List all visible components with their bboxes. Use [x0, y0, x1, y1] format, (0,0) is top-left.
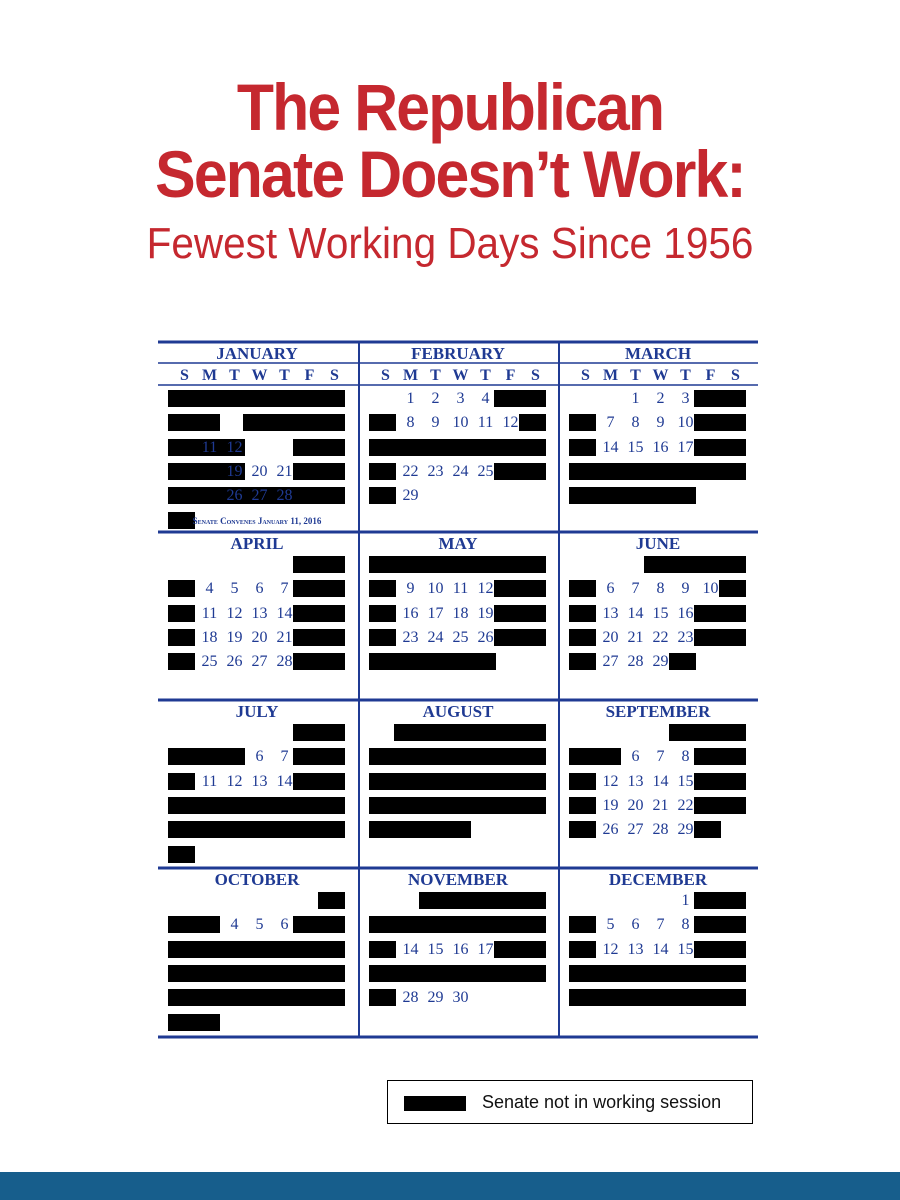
- day-number: 10: [677, 414, 694, 432]
- week-row: [573, 941, 749, 961]
- day-number: 6: [255, 580, 264, 598]
- day-number: 11: [201, 772, 218, 790]
- weekday-header: [573, 367, 749, 385]
- day-number: 1: [406, 390, 415, 407]
- week-row: [573, 605, 749, 625]
- day-number: 3: [456, 390, 465, 407]
- day-number: 16: [402, 604, 419, 622]
- week-row: [373, 965, 549, 985]
- week-row: [172, 797, 348, 817]
- day-number: 14: [652, 772, 669, 790]
- day-number: 16: [652, 438, 669, 456]
- day-number: 12: [477, 580, 494, 598]
- week-row: [172, 892, 348, 912]
- day-number: 11: [201, 604, 218, 622]
- day-number: 7: [280, 580, 289, 598]
- weekday-label: T: [630, 367, 641, 384]
- day-number: 8: [681, 916, 690, 934]
- weekday-label: F: [505, 367, 516, 384]
- month-february: [359, 340, 557, 530]
- day-number: 8: [631, 414, 640, 432]
- week-row: [373, 463, 549, 483]
- day-number: 13: [251, 604, 268, 622]
- week-row: [172, 605, 348, 625]
- week-row: [373, 916, 549, 936]
- day-number: 12: [226, 604, 243, 622]
- week-row: [172, 414, 348, 434]
- weekday-label: T: [229, 367, 240, 384]
- weekday-label: T: [279, 367, 290, 384]
- week-row: [172, 846, 348, 866]
- convene-note: Senate Convenes January 11, 2016: [192, 516, 322, 526]
- week-row: [573, 487, 749, 507]
- month-april: [158, 530, 356, 698]
- week-row: [373, 605, 549, 625]
- week-row: [573, 773, 749, 793]
- week-row: [573, 653, 749, 673]
- weekday-label: S: [531, 367, 540, 384]
- week-row: [573, 916, 749, 936]
- weekday-label: S: [330, 367, 339, 384]
- calendar-2016: [158, 340, 758, 1040]
- day-number: 23: [402, 628, 419, 646]
- day-number: 26: [226, 487, 243, 505]
- day-number: 29: [652, 653, 669, 671]
- day-number: 11: [452, 580, 469, 598]
- day-number: 11: [477, 414, 494, 432]
- week-row: [172, 390, 348, 410]
- day-number: 14: [602, 438, 619, 456]
- day-number: 14: [276, 772, 293, 790]
- weekday-label: F: [705, 367, 716, 384]
- day-number: 19: [226, 628, 243, 646]
- day-number: 30: [452, 989, 469, 1007]
- month-january: [158, 340, 356, 530]
- week-row: [172, 1014, 348, 1034]
- week-row: [373, 892, 549, 912]
- week-row: [172, 724, 348, 744]
- week-row: [373, 773, 549, 793]
- month-name: SEPTEMBER: [605, 702, 711, 721]
- day-number: 13: [251, 772, 268, 790]
- week-row: [172, 821, 348, 841]
- day-number: 6: [631, 748, 640, 766]
- day-number: 3: [681, 390, 690, 407]
- day-number: 14: [276, 604, 293, 622]
- day-number: 15: [677, 772, 694, 790]
- week-row: [373, 556, 549, 576]
- day-number: 15: [627, 438, 644, 456]
- day-number: 13: [627, 772, 644, 790]
- day-number: 27: [602, 653, 619, 671]
- headline-line-1: The Republican: [236, 70, 664, 144]
- day-number: 29: [427, 989, 444, 1007]
- day-number: 12: [226, 772, 243, 790]
- day-number: 19: [602, 796, 619, 814]
- day-number: 27: [627, 821, 644, 839]
- weekday-label: S: [581, 367, 590, 384]
- day-number: 5: [606, 916, 615, 934]
- week-row: [172, 580, 348, 600]
- day-number: 10: [702, 580, 719, 598]
- day-number: 17: [677, 438, 694, 456]
- headline-subtitle: Fewest Working Days Since 1956: [146, 218, 754, 268]
- day-number: 6: [255, 748, 264, 766]
- headline-line-2: Senate Doesn’t Work:: [155, 137, 745, 212]
- week-row: [373, 414, 549, 434]
- weekday-label: W: [452, 367, 469, 384]
- month-name: OCTOBER: [214, 870, 300, 889]
- week-row: [172, 439, 348, 459]
- day-number: 28: [276, 653, 293, 671]
- legend: [387, 1080, 753, 1124]
- day-number: 20: [602, 628, 619, 646]
- week-row: [172, 463, 348, 483]
- day-number: 9: [681, 580, 690, 598]
- week-row: [172, 965, 348, 985]
- day-number: 23: [677, 628, 694, 646]
- day-number: 7: [280, 748, 289, 766]
- day-number: 25: [477, 462, 494, 480]
- month-name: DECEMBER: [608, 870, 708, 889]
- week-row: [172, 916, 348, 936]
- week-row: [172, 941, 348, 961]
- month-june: [559, 530, 757, 698]
- day-number: 18: [201, 628, 218, 646]
- day-number: 9: [406, 580, 415, 598]
- month-may: [359, 530, 557, 698]
- week-row: [373, 724, 549, 744]
- week-row: [573, 797, 749, 817]
- day-number: 27: [251, 653, 268, 671]
- day-number: 29: [402, 487, 419, 505]
- day-number: 19: [477, 604, 494, 622]
- week-row: [573, 414, 749, 434]
- month-name: NOVEMBER: [407, 870, 509, 889]
- day-number: 11: [201, 438, 218, 456]
- day-number: 5: [255, 916, 264, 934]
- weekday-label: F: [304, 367, 315, 384]
- week-row: [373, 629, 549, 649]
- day-number: 13: [627, 940, 644, 958]
- week-row: [172, 989, 348, 1009]
- week-row: [373, 989, 549, 1009]
- month-september: [559, 698, 757, 866]
- weekday-header: [373, 367, 549, 385]
- month-name: MARCH: [624, 344, 692, 363]
- day-number: 24: [452, 462, 469, 480]
- day-number: 4: [230, 916, 239, 934]
- week-row: [573, 463, 749, 483]
- weekday-label: W: [251, 367, 268, 384]
- day-number: 25: [201, 653, 218, 671]
- day-number: 21: [276, 628, 293, 646]
- weekday-header: [172, 367, 348, 385]
- day-number: 1: [631, 390, 640, 407]
- month-december: [559, 866, 757, 1040]
- legend-label: Senate not in working session: [482, 1092, 722, 1112]
- day-number: 20: [251, 628, 268, 646]
- day-number: 7: [631, 580, 640, 598]
- day-number: 8: [656, 580, 665, 598]
- day-number: 20: [251, 462, 268, 480]
- weekday-label: M: [402, 367, 419, 384]
- day-number: 20: [627, 796, 644, 814]
- week-row: [172, 629, 348, 649]
- headline: [0, 70, 900, 272]
- day-number: 7: [656, 916, 665, 934]
- month-name: AUGUST: [422, 702, 494, 721]
- day-number: 4: [205, 580, 214, 598]
- day-number: 21: [627, 628, 644, 646]
- day-number: 18: [452, 604, 469, 622]
- day-number: 23: [427, 462, 444, 480]
- day-number: 17: [477, 940, 494, 958]
- week-row: [573, 965, 749, 985]
- day-number: 10: [452, 414, 469, 432]
- week-row: [573, 439, 749, 459]
- day-number: 6: [280, 916, 289, 934]
- day-number: 12: [602, 940, 619, 958]
- week-row: [373, 821, 549, 841]
- week-row: [172, 748, 348, 768]
- week-row: [172, 653, 348, 673]
- day-number: 14: [402, 940, 419, 958]
- day-number: 9: [431, 414, 440, 432]
- weekday-label: M: [201, 367, 218, 384]
- day-number: 16: [452, 940, 469, 958]
- week-row: [373, 748, 549, 768]
- week-row: [573, 390, 749, 410]
- day-number: 22: [677, 796, 694, 814]
- day-number: 28: [627, 653, 644, 671]
- day-number: 28: [402, 989, 419, 1007]
- week-row: [373, 580, 549, 600]
- day-number: 2: [656, 390, 665, 407]
- day-number: 19: [226, 462, 243, 480]
- week-row: [373, 487, 549, 507]
- day-number: 28: [276, 487, 293, 505]
- week-row: [373, 941, 549, 961]
- week-row: [573, 629, 749, 649]
- day-number: 15: [652, 604, 669, 622]
- week-row: [373, 797, 549, 817]
- month-name: FEBRUARY: [411, 344, 505, 363]
- day-number: 2: [431, 390, 440, 407]
- day-number: 14: [652, 940, 669, 958]
- day-number: 25: [452, 628, 469, 646]
- day-number: 9: [656, 414, 665, 432]
- day-number: 14: [627, 604, 644, 622]
- week-row: [573, 892, 749, 912]
- month-july: [158, 698, 356, 866]
- week-row: [573, 748, 749, 768]
- day-number: 4: [481, 390, 490, 407]
- day-number: 26: [602, 821, 619, 839]
- month-name: JANUARY: [216, 344, 298, 363]
- day-number: 12: [226, 438, 243, 456]
- day-number: 5: [230, 580, 239, 598]
- day-number: 8: [406, 414, 415, 432]
- day-number: 15: [427, 940, 444, 958]
- week-row: [573, 821, 749, 841]
- day-number: 24: [427, 628, 444, 646]
- week-row: [172, 773, 348, 793]
- day-number: 15: [677, 940, 694, 958]
- week-row: [373, 439, 549, 459]
- week-row: [172, 487, 348, 507]
- day-number: 22: [402, 462, 419, 480]
- day-number: 29: [677, 821, 694, 839]
- legend-swatch: [404, 1096, 466, 1111]
- weekday-label: T: [480, 367, 491, 384]
- month-march: [559, 340, 757, 530]
- week-row: [573, 556, 749, 576]
- day-number: 27: [251, 487, 268, 505]
- month-name: APRIL: [230, 534, 284, 553]
- weekday-label: T: [430, 367, 441, 384]
- day-number: 6: [631, 916, 640, 934]
- day-number: 12: [602, 772, 619, 790]
- day-number: 26: [477, 628, 494, 646]
- month-november: [359, 866, 557, 1040]
- day-number: 7: [606, 414, 615, 432]
- day-number: 28: [652, 821, 669, 839]
- weekday-label: W: [652, 367, 669, 384]
- day-number: 8: [681, 748, 690, 766]
- month-name: JUNE: [635, 534, 681, 553]
- day-number: 21: [652, 796, 669, 814]
- month-name: JULY: [235, 702, 279, 721]
- day-number: 26: [226, 653, 243, 671]
- day-number: 17: [427, 604, 444, 622]
- day-number: 21: [276, 462, 293, 480]
- day-number: 13: [602, 604, 619, 622]
- week-row: [573, 724, 749, 744]
- day-number: 22: [652, 628, 669, 646]
- day-number: 6: [606, 580, 615, 598]
- day-number: 1: [681, 892, 690, 909]
- weekday-label: S: [381, 367, 390, 384]
- month-august: [359, 698, 557, 866]
- month-october: [158, 866, 356, 1040]
- weekday-label: S: [180, 367, 189, 384]
- footer-band: [0, 1172, 900, 1200]
- week-row: [373, 653, 549, 673]
- weekday-label: T: [680, 367, 691, 384]
- week-row: [172, 556, 348, 576]
- day-number: 16: [677, 604, 694, 622]
- day-number: 7: [656, 748, 665, 766]
- month-name: MAY: [438, 534, 478, 553]
- day-number: 10: [427, 580, 444, 598]
- weekday-label: M: [602, 367, 619, 384]
- week-row: [373, 390, 549, 410]
- week-row: [573, 989, 749, 1009]
- weekday-label: S: [731, 367, 740, 384]
- day-number: 12: [502, 414, 519, 432]
- week-row: [573, 580, 749, 600]
